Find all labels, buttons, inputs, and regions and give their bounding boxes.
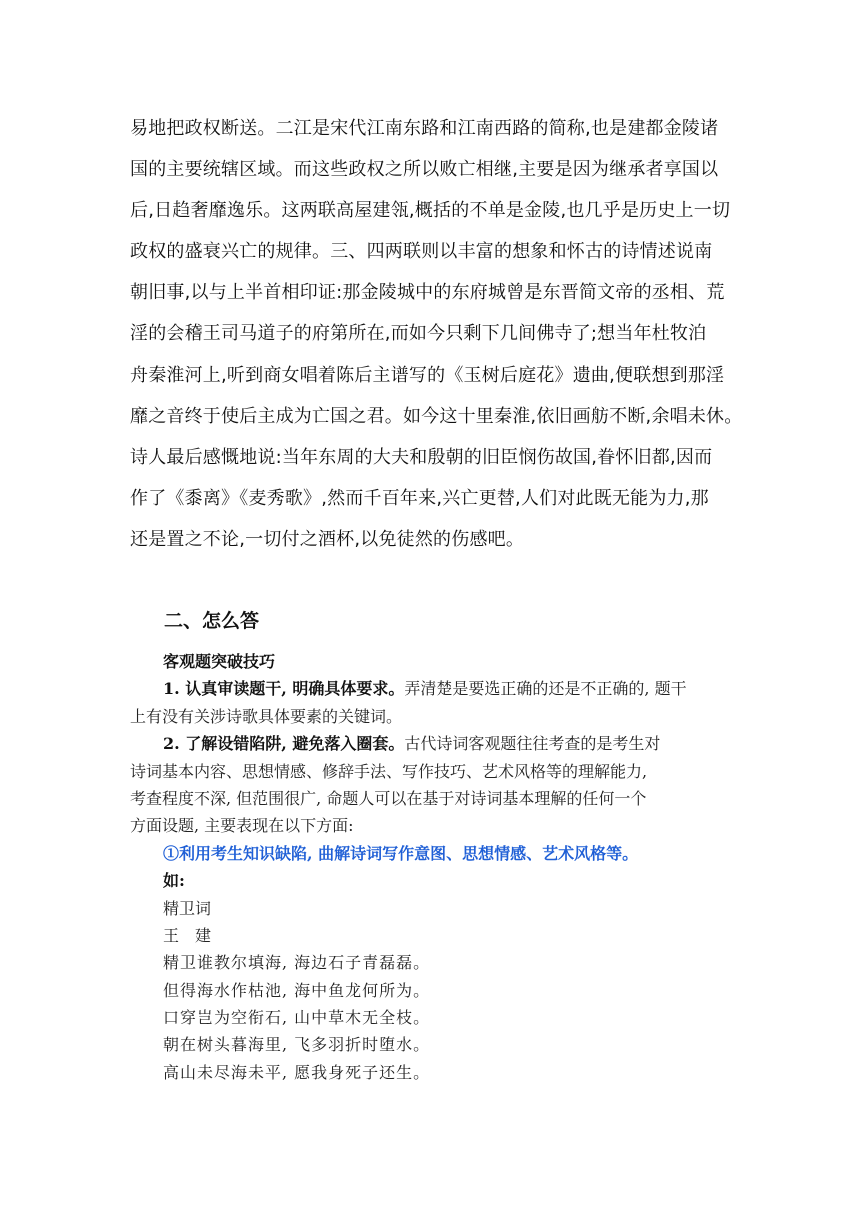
poem-line: 精卫谁教尔填海, 海边石子青磊磊。 bbox=[163, 953, 431, 973]
trap-1: ①利用考生知识缺陷, 曲解诗词写作意图、思想情感、艺术风格等。 bbox=[163, 843, 639, 863]
tip-2-continuation: 方面设题, 主要表现在以下方面: bbox=[130, 816, 354, 836]
answer-techniques bbox=[130, 648, 770, 1086]
example-label: 如: bbox=[163, 871, 185, 891]
poem-title: 精卫词 bbox=[163, 898, 212, 918]
tip-2-title: 2. 了解设错陷阱, 避免落入圈套。 bbox=[163, 734, 405, 754]
tip-1-title: 1. 认真审读题干, 明确具体要求。 bbox=[163, 679, 405, 699]
paragraph-line: 朝旧事,以与上半首相印证:那金陵城中的东府城曾是东晋简文帝的丞相、荒 bbox=[130, 282, 725, 304]
tip-1-continuation: 上有没有关涉诗歌具体要素的关键词。 bbox=[130, 706, 403, 726]
subheading: 客观题突破技巧 bbox=[163, 652, 276, 671]
poem-line: 高山未尽海未平, 愿我身死子还生。 bbox=[163, 1062, 431, 1082]
paragraph-line: 作了《黍离》《麦秀歌》,然而千百年来,兴亡更替,人们对此既无能为力,那 bbox=[130, 487, 709, 509]
poem-line: 朝在树头暮海里, 飞多羽折时堕水。 bbox=[163, 1035, 431, 1055]
paragraph-line: 靡之音终于使后主成为亡国之君。如今这十里秦淮,依旧画舫不断,余唱未休。 bbox=[130, 405, 743, 427]
paragraph-line: 国的主要统辖区域。而这些政权之所以败亡相继,主要是因为继承者享国以 bbox=[130, 159, 719, 181]
paragraph-line: 舟秦淮河上,听到商女唱着陈后主谱写的《玉树后庭花》遗曲,便联想到那淫 bbox=[130, 364, 725, 386]
tip-1-text: 弄清楚是要选正确的还是不正确的, 题干 bbox=[404, 679, 687, 699]
analysis-paragraph bbox=[130, 108, 760, 560]
paragraph-line: 后,日趋奢靡逸乐。这两联高屋建瓴,概括的不单是金陵,也几乎是历史上一切 bbox=[130, 200, 731, 222]
paragraph-line: 易地把政权断送。二江是宋代江南东路和江南西路的简称,也是建都金陵诸 bbox=[130, 118, 719, 139]
tip-2-continuation: 诗词基本内容、思想情感、修辞手法、写作技巧、艺术风格等的理解能力, bbox=[130, 761, 648, 781]
tip-2 bbox=[130, 730, 770, 757]
paragraph-line: 淫的会稽王司马道子的府第所在,而如今只剩下几间佛寺了;想当年杜牧泊 bbox=[130, 323, 707, 345]
poem-line: 但得海水作枯池, 海中鱼龙何所为。 bbox=[163, 980, 431, 1000]
paragraph-line: 诗人最后感慨地说:当年东周的大夫和殷朝的旧臣悯伤故国,眷怀旧都,因而 bbox=[130, 446, 713, 468]
paragraph-line: 政权的盛衰兴亡的规律。三、四两联则以丰富的想象和怀古的诗情述说南 bbox=[130, 241, 713, 263]
poem-line: 口穿岂为空衔石, 山中草木无全枝。 bbox=[163, 1008, 431, 1028]
tip-2-continuation: 考查程度不深, 但范围很广, 命题人可以在基于对诗词基本理解的任何一个 bbox=[130, 788, 647, 808]
section-heading: 二、怎么答 bbox=[164, 610, 260, 632]
paragraph-line: 还是置之不论,一切付之酒杯,以免徒然的伤感吧。 bbox=[130, 528, 525, 550]
tip-1 bbox=[130, 675, 770, 702]
poem-author: 王 建 bbox=[163, 925, 212, 945]
tip-2-text: 古代诗词客观题往往考查的是考生对 bbox=[404, 734, 661, 754]
